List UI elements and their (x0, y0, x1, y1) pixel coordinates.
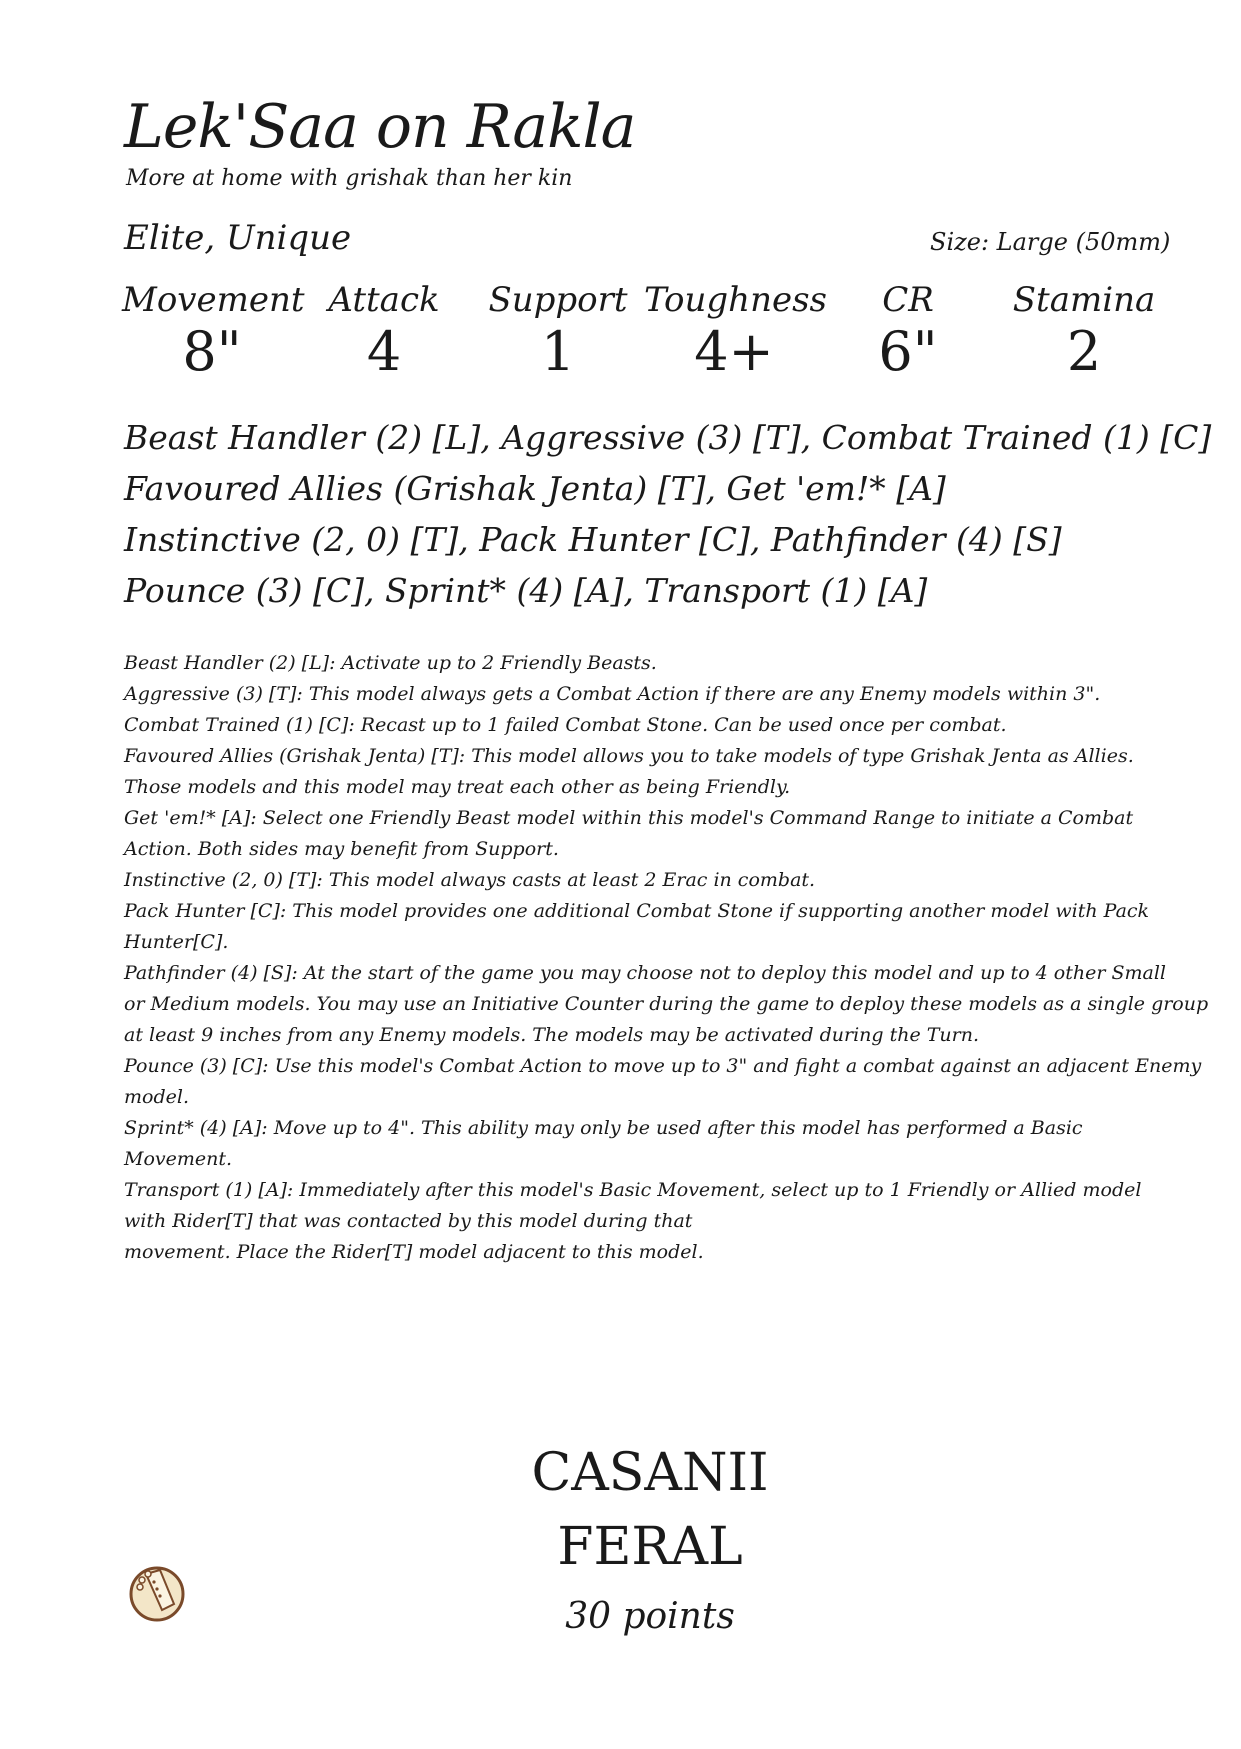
card-rank: Elite, Unique (124, 218, 352, 258)
faction-line-2: FERAL (557, 1517, 743, 1577)
rules-line: with Rider[T] that was contacted by this model during that (124, 1210, 693, 1232)
rules-line: at least 9 inches from any Enemy models. The models may be activated during the Turn. (124, 1024, 980, 1046)
rules-line: Those models and this model may treat each other as being Friendly. (124, 776, 791, 798)
rules-line: Combat Trained (1) [C]: Recast up to 1 failed Combat Stone. Can be used once per combat. (124, 714, 1007, 736)
rules-text (124, 648, 1209, 1268)
stat-attack (294, 280, 474, 383)
rules-line: Action. Both sides may benefit from Support. (124, 838, 559, 860)
stat-value: 6" (878, 320, 938, 383)
rules-line: or Medium models. You may use an Initiative Counter during the game to deploy these models as a single group (124, 993, 1209, 1015)
faction-hand-emblem-icon (126, 1560, 188, 1622)
stat-value: 1 (540, 320, 576, 383)
stat-value: 4+ (694, 320, 774, 383)
stat-value: 4 (366, 320, 402, 383)
rules-line: Movement. (124, 1148, 233, 1170)
stat-label: Attack (328, 280, 440, 320)
rules-line: Pathfinder (4) [S]: At the start of the game you may choose not to deploy this model and up to 4 other Small (124, 962, 1166, 984)
rules-line: Sprint* (4) [A]: Move up to 4". This ability may only be used after this model has performed a Basic (124, 1117, 1083, 1139)
stat-cr (818, 280, 998, 383)
rules-line: model. (124, 1086, 189, 1108)
rules-line: Beast Handler (2) [L]: Activate up to 2 Friendly Beasts. (124, 652, 657, 674)
abilities-line: Beast Handler (2) [L], Aggressive (3) [T], Combat Trained (1) [C] (124, 418, 1212, 457)
stat-label: Movement (122, 280, 305, 320)
abilities-line: Pounce (3) [C], Sprint* (4) [A], Transport (1) [A] (124, 571, 928, 610)
stat-movement (122, 280, 305, 383)
card-title: Lek'Saa on Rakla (124, 92, 636, 162)
rules-line: Pounce (3) [C]: Use this model's Combat Action to move up to 3" and fight a combat against an adjacent Enemy (124, 1055, 1202, 1077)
stat-label: Stamina (1012, 280, 1156, 320)
faction-line-1: CASANII (531, 1443, 769, 1503)
points-cost: 30 points (565, 1596, 735, 1637)
abilities-list (124, 412, 1211, 616)
abilities-line: Favoured Allies (Grishak Jenta) [T], Get 'em!* [A] (124, 469, 946, 508)
card-flavour-text: More at home with grishak than her kin (126, 166, 573, 191)
faction-name (440, 1436, 860, 1584)
abilities-line: Instinctive (2, 0) [T], Pack Hunter [C], Pathfinder (4) [S] (124, 520, 1062, 559)
rules-line: Pack Hunter [C]: This model provides one additional Combat Stone if supporting another model with Pack (124, 900, 1150, 922)
stat-value: 8" (182, 320, 242, 383)
stat-label: Toughness (644, 280, 827, 320)
stat-stamina (994, 280, 1174, 383)
stat-value: 2 (1066, 320, 1102, 383)
rules-line: Transport (1) [A]: Immediately after this model's Basic Movement, select up to 1 Friendly or Allied model (124, 1179, 1142, 1201)
card-size: Size: Large (50mm) (930, 228, 1171, 256)
stat-support (468, 280, 648, 383)
rules-line: movement. Place the Rider[T] model adjacent to this model. (124, 1241, 704, 1263)
stat-label: Support (488, 280, 628, 320)
rules-line: Get 'em!* [A]: Select one Friendly Beast model within this model's Command Range to initiate a Combat (124, 807, 1134, 829)
stat-label: CR (882, 280, 934, 320)
rules-line: Instinctive (2, 0) [T]: This model always casts at least 2 Erac in combat. (124, 869, 816, 891)
rules-line: Aggressive (3) [T]: This model always gets a Combat Action if there are any Enemy models within 3". (124, 683, 1101, 705)
rules-line: Hunter[C]. (124, 931, 229, 953)
stat-toughness (644, 280, 827, 383)
rules-line: Favoured Allies (Grishak Jenta) [T]: This model allows you to take models of type Grishak Jenta as Allies. (124, 745, 1134, 767)
